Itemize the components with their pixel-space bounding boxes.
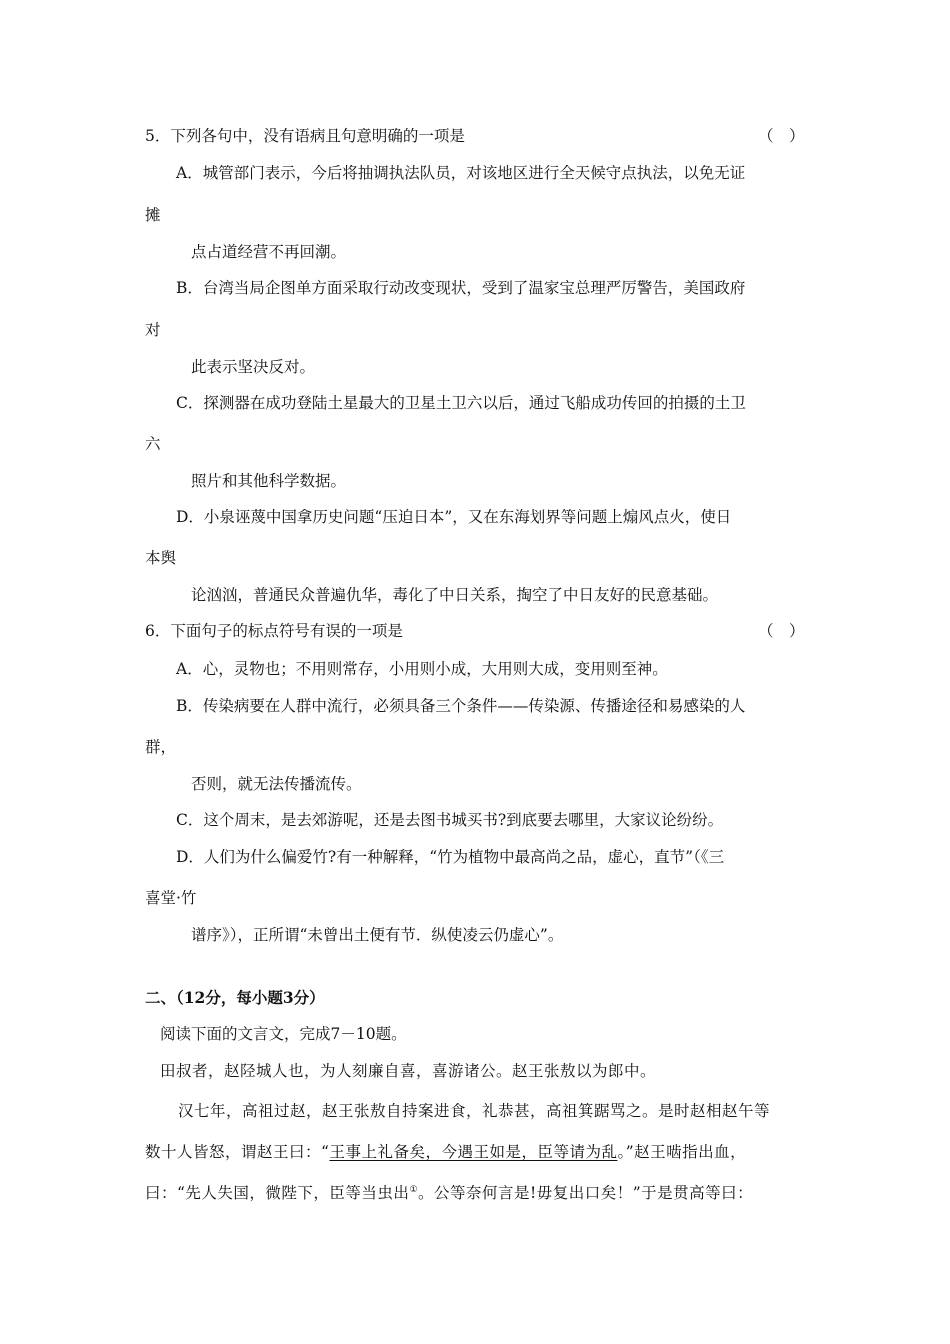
q5-option-d-line3: 论汹汹，普通民众普遍仇华，毒化了中日关系，掏空了中日友好的民意基础。 bbox=[191, 586, 719, 604]
q6-option-b-line3: 否则，就无法传播流传。 bbox=[191, 775, 362, 793]
q5-option-a-line2: 摊 bbox=[145, 206, 161, 224]
q6-answer-paren: （ ） bbox=[758, 622, 805, 640]
q6-option-b-line1: B．传染病要在人群中流行，必须具备三个条件——传染源、传播途径和易感染的人 bbox=[176, 697, 746, 715]
q5-option-b-line2: 对 bbox=[145, 321, 161, 339]
q6-option-d-line2: 喜堂·竹 bbox=[145, 889, 197, 907]
section-heading: 二、（12分，每小题3分） bbox=[145, 988, 325, 1007]
q5-option-b-line1: B．台湾当局企图单方面采取行动改变现状，受到了温家宝总理严厉警告，美国政府 bbox=[176, 279, 746, 297]
para2-line3-pre: 曰：“先人失国，微陛下，臣等当虫出 bbox=[145, 1184, 410, 1202]
classical-text-para1: 田叔者，赵陉城人也，为人刻廉自喜，喜游诸公。赵王张敖以为郎中。 bbox=[160, 1062, 657, 1080]
q6-option-d-line3: 谱序》），正所谓“未曾出土便有节．纵使凌云仍虚心”。 bbox=[191, 926, 564, 944]
q5-option-d-line2: 本舆 bbox=[145, 549, 177, 567]
q5-option-c-line3: 照片和其他科学数据。 bbox=[191, 472, 347, 490]
q6-option-b-line2: 群， bbox=[145, 738, 177, 756]
q6-stem: 6．下面句子的标点符号有误的一项是 bbox=[145, 622, 403, 640]
q6-option-c-line1: C．这个周末，是去郊游呢，还是去图书城买书?到底要去哪里，大家议论纷纷。 bbox=[176, 811, 724, 829]
q5-option-c-line2: 六 bbox=[145, 435, 161, 453]
q5-stem: 5．下列各句中，没有语病且句意明确的一项是 bbox=[145, 127, 465, 145]
underlined-sentence: 王事上礼备矣，今遇王如是，臣等请为乱 bbox=[329, 1143, 618, 1161]
q5-option-d-line1: D．小泉诬蔑中国拿历史问题“压迫日本”，又在东海划界等问题上煽风点火，使日 bbox=[176, 508, 732, 526]
q5-answer-paren: （ ） bbox=[758, 127, 805, 145]
footnote-marker: ① bbox=[409, 1184, 419, 1195]
q5-option-a-line1: A．城管部门表示，今后将抽调执法队员，对该地区进行全天候守点执法，以免无证 bbox=[176, 164, 746, 182]
para2-line2-post: 。”赵王啮指出血， bbox=[617, 1143, 747, 1161]
q5-option-b-line3: 此表示坚决反对。 bbox=[191, 358, 316, 376]
para2-line2-pre: 数十人皆怒，谓赵王曰：“ bbox=[145, 1143, 330, 1161]
q5-option-c-line1: C．探测器在成功登陆土星最大的卫星土卫六以后，通过飞船成功传回的拍摄的土卫 bbox=[176, 394, 746, 412]
q6-option-d-line1: D．人们为什么偏爱竹?有一种解释，“竹为植物中最高尚之品，虚心，直节”（《三 bbox=[176, 848, 725, 866]
classical-text-para2-line3 bbox=[145, 1183, 753, 1203]
classical-text-para2-line2 bbox=[145, 1142, 746, 1162]
q5-option-a-line3: 点占道经营不再回潮。 bbox=[191, 243, 347, 261]
classical-text-para2-line1: 汉七年，高祖过赵，赵王张敖自持案进食，礼恭甚，高祖箕踞骂之。是时赵相赵午等 bbox=[178, 1102, 771, 1120]
para2-line3-post: 。公等奈何言是!毋复出口矣！”于是贯高等曰： bbox=[418, 1184, 754, 1202]
reading-instruction: 阅读下面的文言文，完成7－10题。 bbox=[160, 1025, 407, 1043]
q6-option-a-line1: A．心，灵物也；不用则常存，小用则小成，大用则大成，变用则至神。 bbox=[176, 660, 668, 678]
